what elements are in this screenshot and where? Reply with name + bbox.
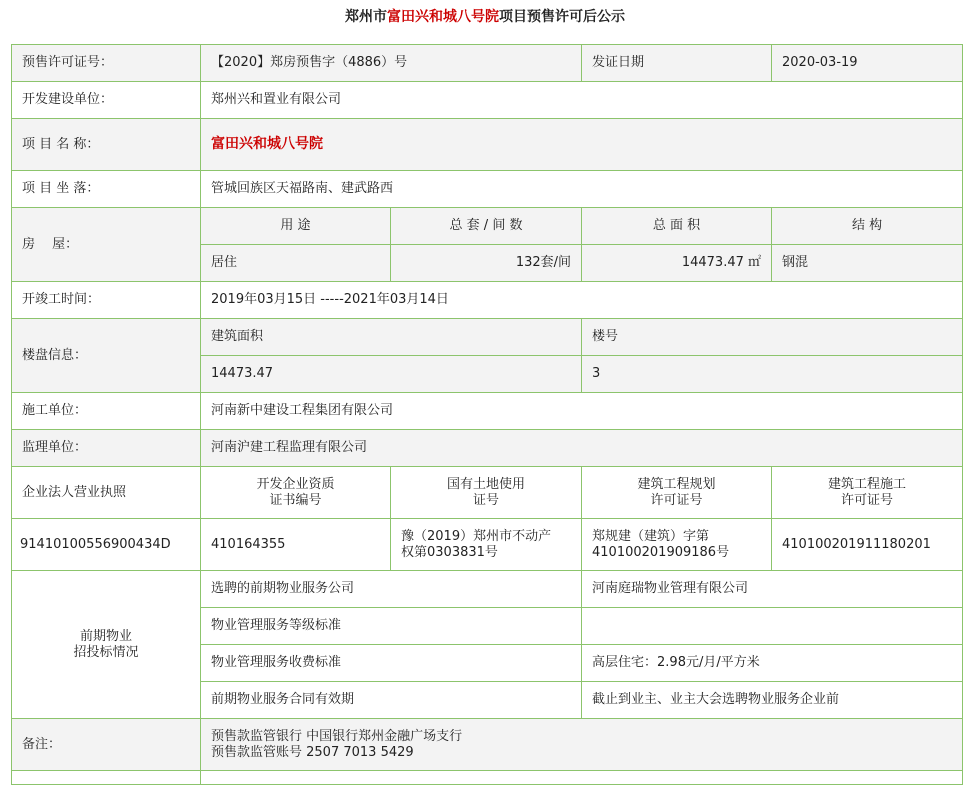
supervisor-row <box>12 430 963 467</box>
qualification-cert-header-line2: 证书编号 <box>269 492 322 508</box>
land-use-cert-header-line1: 国有土地使用 <box>447 476 526 492</box>
land-use-cert-header <box>391 467 582 519</box>
supervisor-value: 河南沪建工程监理有限公司 <box>201 430 963 467</box>
buildings-label: 楼盘信息： <box>12 319 201 393</box>
title-suffix: 项目预售许可后公示 <box>499 9 625 25</box>
land-use-cert-header-line2: 证号 <box>473 492 500 508</box>
business-license-label: 企业法人营业执照 <box>12 467 201 519</box>
supervisor-label: 监理单位： <box>12 430 201 467</box>
land-use-cert-value-line2: 权第0303831号 <box>401 544 498 560</box>
housing-units-value: 132套/间 <box>391 245 582 282</box>
housing-area-header: 总 面 积 <box>582 208 772 245</box>
contract-validity-label: 前期物业服务合同有效期 <box>201 682 582 719</box>
building-area-header: 建筑面积 <box>201 319 582 356</box>
issue-date-label: 发证日期 <box>582 45 772 82</box>
permit-number-label: 预售许可证号： <box>12 45 201 82</box>
developer-label: 开发建设单位： <box>12 82 201 119</box>
land-use-cert-value <box>391 519 582 571</box>
permit-number-value: 【2020】郑房预售字（4886）号 <box>201 45 582 82</box>
table-bottom-row <box>12 771 963 785</box>
construction-permit-header <box>772 467 963 519</box>
issue-date-value: 2020-03-19 <box>772 45 963 82</box>
housing-units-header: 总 套 / 间 数 <box>391 208 582 245</box>
housing-structure-value: 钢混 <box>772 245 963 282</box>
contractor-value: 河南新中建设工程集团有限公司 <box>201 393 963 430</box>
developer-row <box>12 82 963 119</box>
project-name-row <box>12 119 963 171</box>
escrow-account: 预售款监管账号 2507 7013 5429 <box>211 744 414 760</box>
buildings-header-row <box>12 319 963 356</box>
building-area-value: 14473.47 <box>201 356 582 393</box>
construction-permit-header-line1: 建筑工程施工 <box>828 476 907 492</box>
licenses-value-row <box>12 519 963 571</box>
qualification-cert-header-line1: 开发企业资质 <box>256 476 335 492</box>
building-number-value: 3 <box>582 356 963 393</box>
construction-permit-value: 410100201911180201 <box>772 519 963 571</box>
remarks-label: 备注： <box>12 719 201 771</box>
contract-validity-value: 截止到业主、业主大会选聘物业服务企业前 <box>582 682 963 719</box>
licenses-header-row <box>12 467 963 519</box>
project-name-text: 富田兴和城八号院 <box>211 136 323 152</box>
property-company-value: 河南庭瑞物业管理有限公司 <box>582 571 963 608</box>
property-mgmt-label <box>12 571 201 719</box>
housing-usage-value: 居住 <box>201 245 391 282</box>
table-bottom-cell <box>12 771 201 785</box>
property-mgmt-row-1 <box>12 571 963 608</box>
escrow-bank: 预售款监管银行 中国银行郑州金融广场支行 <box>211 728 463 744</box>
qualification-cert-header <box>201 467 391 519</box>
service-fee-label: 物业管理服务收费标准 <box>201 645 582 682</box>
location-value: 管城回族区天福路南、建武路西 <box>201 171 963 208</box>
service-level-label: 物业管理服务等级标准 <box>201 608 582 645</box>
developer-value: 郑州兴和置业有限公司 <box>201 82 963 119</box>
housing-structure-header: 结 构 <box>772 208 963 245</box>
qualification-cert-value: 410164355 <box>201 519 391 571</box>
housing-label: 房 屋： <box>12 208 201 282</box>
service-fee-value: 高层住宅：2.98元/月/平方米 <box>582 645 963 682</box>
service-level-value <box>582 608 963 645</box>
planning-permit-header <box>582 467 772 519</box>
presale-permit-table <box>11 44 963 785</box>
location-label: 项 目 坐 落： <box>12 171 201 208</box>
property-mgmt-label-line2: 招投标情况 <box>73 644 139 660</box>
planning-permit-header-line1: 建筑工程规划 <box>637 476 716 492</box>
page-title <box>0 0 970 34</box>
housing-usage-header: 用 途 <box>201 208 391 245</box>
planning-permit-value-line2: 410100201909186号 <box>592 544 730 560</box>
contractor-label: 施工单位： <box>12 393 201 430</box>
construction-period-row <box>12 282 963 319</box>
business-license-value: 91410100556900434D <box>12 519 201 571</box>
location-row <box>12 171 963 208</box>
property-company-label: 选聘的前期物业服务公司 <box>201 571 582 608</box>
land-use-cert-value-line1: 豫（2019）郑州市不动产 <box>401 528 552 544</box>
title-project-name: 富田兴和城八号院 <box>387 9 499 25</box>
planning-permit-value-line1: 郑规建（建筑）字第 <box>592 528 710 544</box>
planning-permit-header-line2: 许可证号 <box>650 492 703 508</box>
building-number-header: 楼号 <box>582 319 963 356</box>
permit-row <box>12 45 963 82</box>
remarks-value <box>201 719 963 771</box>
table-bottom-cell-wide <box>201 771 963 785</box>
property-mgmt-label-line1: 前期物业 <box>79 628 132 644</box>
planning-permit-value <box>582 519 772 571</box>
project-name-value <box>201 119 963 171</box>
housing-area-value: 14473.47 ㎡ <box>582 245 772 282</box>
housing-header-row <box>12 208 963 245</box>
construction-period-value: 2019年03月15日 -----2021年03月14日 <box>201 282 963 319</box>
remarks-row <box>12 719 963 771</box>
project-name-label: 项 目 名 称： <box>12 119 201 171</box>
title-city: 郑州市 <box>345 9 387 25</box>
contractor-row <box>12 393 963 430</box>
construction-permit-header-line2: 许可证号 <box>841 492 894 508</box>
construction-period-label: 开竣工时间： <box>12 282 201 319</box>
